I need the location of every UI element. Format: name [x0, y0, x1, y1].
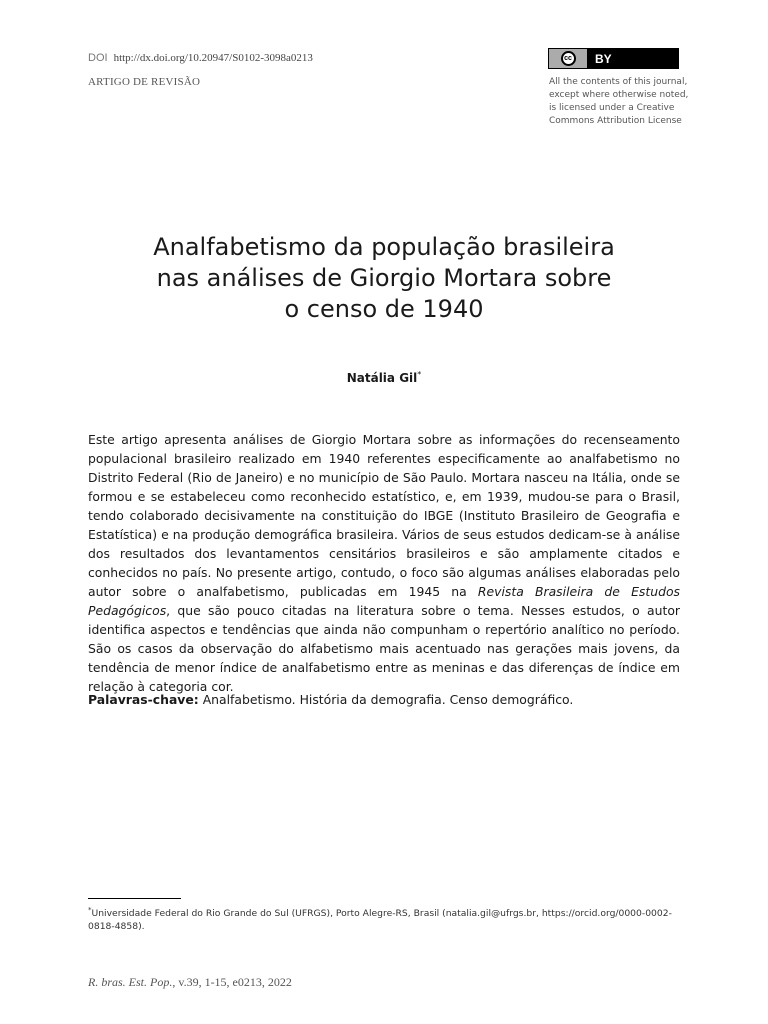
abstract-part-2: , que são pouco citadas na literatura sobre o tema. Nesses estudos, o autor identifica aspectos e tendências que ainda não compunham o repertório analítico no período. São os casos da observação do alfabetismo mais acentuado nas gerações mais jovens, da tendência de menor índice de analfabetismo entre as meninas e das diferenças de índice em relação à categoria cor. [88, 603, 680, 694]
citation-journal: R. bras. Est. Pop. [88, 975, 173, 989]
abstract-journal-title: Revista Brasileira de Estudos Pedagógicos [88, 584, 680, 618]
abstract-part-1: Este artigo apresenta análises de Giorgio Mortara sobre as informações do recenseamento populacional brasileiro realizado em 1940 referentes especificamente ao analfabetismo no Distrito Federal (Rio de Janeiro) e no município de São Paulo. Mortara nasceu na Itália, onde se formou e se estabeleceu como reconhecido estatístico, e, em 1939, mudou-se para o Brasil, tendo colaborado decisivamente na constituição do IBGE (Instituto Brasileiro de Geografia e Estatística) e na produção demográfica brasileira. Vários de seus estudos dedicam-se à análise dos resultados dos levantamentos censitários brasileiros e são amplamente citados e conhecidos no país. No presente artigo, contudo, o foco são algumas análises elaboradas pelo autor sobre o analfabetismo, publicadas em 1945 na [88, 432, 680, 599]
title-line-2: nas análises de Giorgio Mortara sobre [156, 264, 612, 292]
footnote [88, 904, 682, 933]
journal-citation [88, 975, 292, 990]
footnote-mark: * [88, 906, 92, 914]
title-line-3: o censo de 1940 [284, 295, 484, 323]
citation-details: , v.39, 1-15, e0213, 2022 [172, 975, 292, 989]
footnote-text: Universidade Federal do Rio Grande do Sul (UFRGS), Porto Alegre-RS, Brasil (natalia.gil@ufrgs.br, https://orcid.org/0000-0002-0818-4858). [88, 908, 672, 933]
article-type: ARTIGO DE REVISÃO [88, 76, 201, 88]
footnote-divider [88, 898, 181, 899]
author-footnote-mark[interactable]: * [417, 370, 422, 379]
cc-icon-box [549, 49, 587, 68]
cc-icon: cc [561, 51, 576, 66]
license-text: All the contents of this journal, except where otherwise noted, is licensed under a Creative Commons Attribution License [549, 77, 689, 126]
author-name: Natália Gil [346, 371, 418, 385]
author-byline [84, 370, 684, 385]
doi-link[interactable]: http://dx.doi.org/10.20947/S0102-3098a0213 [113, 52, 313, 64]
title-line-1: Analfabetismo da população brasileira [153, 233, 615, 261]
abstract [88, 430, 680, 696]
cc-by-badge[interactable] [548, 48, 679, 69]
article-title [84, 232, 684, 325]
cc-by-label: BY [587, 49, 678, 68]
doi-line [88, 52, 313, 64]
keywords-label: Palavras-chave: [88, 692, 199, 707]
doi-label: DOI [88, 52, 108, 64]
keywords [88, 690, 680, 709]
keywords-text: Analfabetismo. História da demografia. Censo demográfico. [198, 692, 574, 707]
